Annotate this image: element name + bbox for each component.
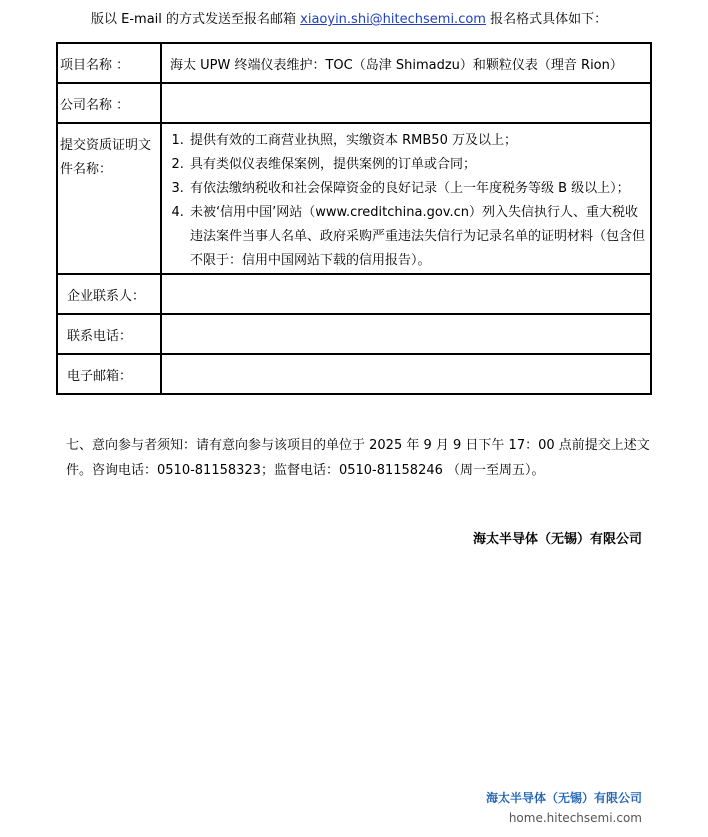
participant-notice: 七、意向参与者须知：请有意向参与该项目的单位于 2025 年 9 月 9 日下午 17：00 点前提交上述文件。咨询电话：0510-81158323；监督电话：0510-81158246 （周一至周五）。 [66, 438, 650, 478]
intro-text-before: 版以 E-mail 的方式发送至报名邮箱 [91, 12, 301, 27]
contact-row [57, 274, 651, 314]
footer-company-name: 海太半导体（无锡）有限公司 [485, 791, 642, 805]
qualification-item: 4. 未被‘信用中国’网站（www.creditchina.gov.cn）列入失信执行人、重大税收违法案件当事人名单、政府采购严重违法失信行为记录名单的证明材料（包含但不限于：信用中国网站下载的信用报告）。 [188, 201, 648, 273]
qualification-item: 2. 具有类似仪表维保案例，提供案例的订单或合同； [188, 153, 648, 177]
contact-label: 企业联系人： [57, 274, 161, 314]
project-label: 项目名称 ： [57, 43, 161, 83]
intro-line [91, 8, 607, 27]
qualification-item: 1. 提供有效的工商营业执照，实缴资本 RMB50 万及以上； [188, 129, 648, 153]
phone-row [57, 314, 651, 354]
company-signature: 海太半导体（无锡）有限公司 [472, 532, 642, 547]
qualification-row [57, 123, 651, 274]
project-row [57, 43, 651, 83]
intro-text-after: 报名格式具体如下： [485, 12, 608, 27]
email-row [57, 354, 651, 394]
phone-field[interactable] [161, 314, 651, 354]
qualification-item: 3. 有依法缴纳税收和社会保障资金的良好记录（上一年度税务等级 B 级以上）； [188, 177, 648, 201]
qualification-list [162, 124, 650, 273]
company-label: 公司名称 ： [57, 83, 161, 123]
project-value: 海太 UPW 终端仪表维护：TOC（岛津 Shimadzu）和颗粒仪表（理音 Rion） [161, 43, 651, 83]
company-field[interactable] [161, 83, 651, 123]
registration-email-link[interactable]: xiaoyin.shi@hitechsemi.com [300, 12, 486, 27]
email-field[interactable] [161, 354, 651, 394]
registration-form-table [56, 42, 652, 395]
qualification-label-cell [57, 123, 161, 274]
company-row [57, 83, 651, 123]
footer-website: home.hitechsemi.com [508, 811, 642, 825]
phone-label: 联系电话： [57, 314, 161, 354]
qualification-list-cell [161, 123, 651, 274]
email-label: 电子邮箱： [57, 354, 161, 394]
qualification-label: 提交资质证明文件名称： [60, 138, 152, 177]
contact-field[interactable] [161, 274, 651, 314]
